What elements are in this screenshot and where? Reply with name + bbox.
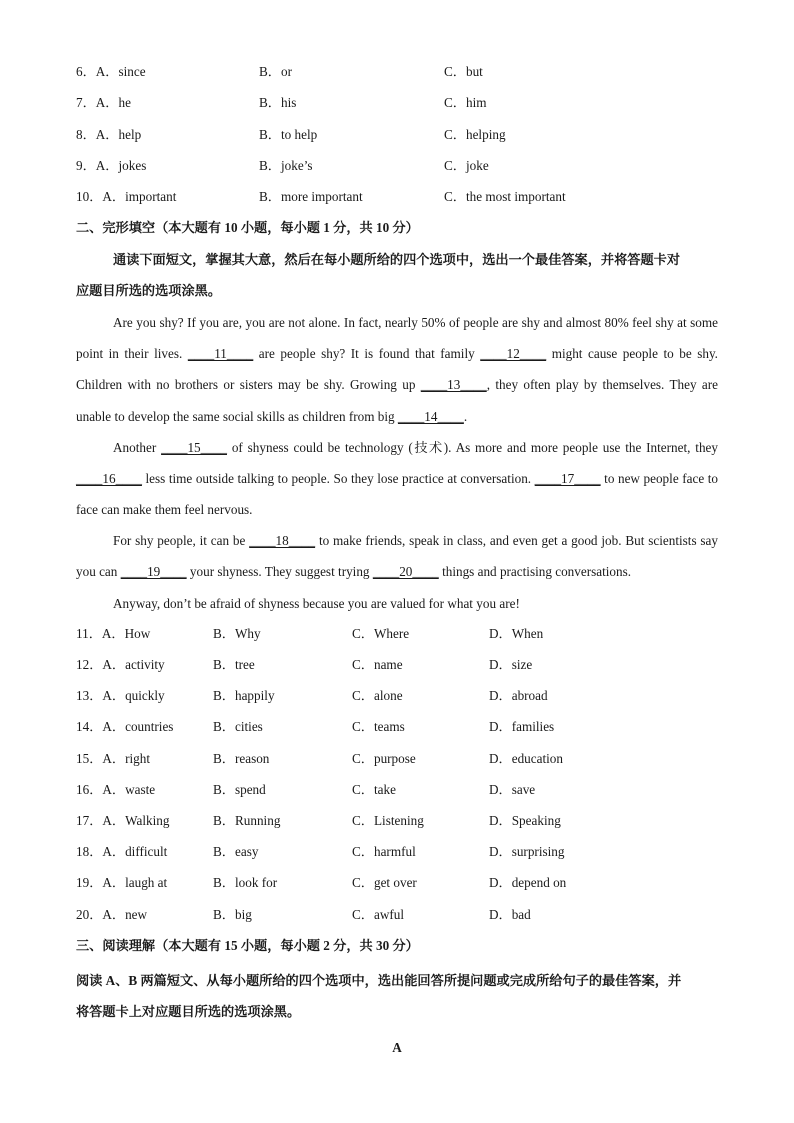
option-a: 9．A．jokes <box>76 158 147 173</box>
blank-11: ____11____ <box>187 346 254 362</box>
option-a: 17．A．Walking <box>76 813 170 828</box>
option-b: B．Running <box>213 813 281 828</box>
option-b: B．to help <box>259 127 318 142</box>
instruction-line-1: 通读下面短文，掌握其大意，然后在每小题所给的四个选项中，选出一个最佳答案，并将答题卡对 <box>113 252 681 267</box>
option-d: D．bad <box>489 907 531 922</box>
option-b: B．joke’s <box>259 158 313 173</box>
option-c: C．name <box>352 657 403 672</box>
blank-16: ____16____ <box>76 471 142 487</box>
blank-18: ____18____ <box>249 533 316 548</box>
passage-label: A <box>392 1040 402 1055</box>
passage-paragraph-3 <box>76 525 718 587</box>
option-a: 14．A．countries <box>76 719 174 734</box>
option-b: B．or <box>259 64 292 79</box>
option-a: 6．A．since <box>76 64 146 79</box>
option-c: C．Listening <box>352 813 424 828</box>
option-b: B．more important <box>259 189 363 204</box>
blank-17: ____17____ <box>534 471 601 487</box>
passage-paragraph-2 <box>76 432 718 526</box>
option-d: D．education <box>489 751 563 766</box>
option-c: C．joke <box>444 158 489 173</box>
option-c: C．but <box>444 64 483 79</box>
blank-15: ____15____ <box>161 440 227 455</box>
option-b: B．reason <box>213 751 270 766</box>
blank-14: ____14____ <box>397 408 464 424</box>
option-c: C．get over <box>352 875 417 890</box>
option-a: 19．A．laugh at <box>76 875 168 890</box>
option-d: D．surprising <box>489 844 565 859</box>
option-d: D．families <box>489 719 555 734</box>
option-a: 7．A．he <box>76 95 131 110</box>
option-c: C．the most important <box>444 189 566 204</box>
option-c: C．take <box>352 782 396 797</box>
option-c: C．teams <box>352 719 405 734</box>
option-a: 12．A．activity <box>76 657 165 672</box>
option-a: 13．A．quickly <box>76 688 165 703</box>
passage-text: . <box>463 408 468 424</box>
passage-text: to make friends, speak in class, and even get a good job. But scientists say you can <box>76 533 718 580</box>
option-a: 20．A．new <box>76 907 148 922</box>
passage-text: might cause people to be shy. Children with no brothers or sisters may be shy. Growing up <box>76 346 718 393</box>
passage-text: to new people face to face can make them feel nervous. <box>76 471 718 518</box>
option-b: B．Why <box>213 626 261 641</box>
option-b: B．spend <box>213 782 266 797</box>
option-d: D．When <box>489 626 544 641</box>
passage-paragraph-4 <box>76 588 718 619</box>
passage-text: Another <box>113 440 162 455</box>
blank-20: ____20____ <box>372 564 439 580</box>
option-c: C．him <box>444 95 487 110</box>
option-a: 8．A．help <box>76 127 142 142</box>
option-a: 10．A．important <box>76 189 177 204</box>
passage-text: For shy people, it can be <box>113 533 250 548</box>
section-3-instruction <box>76 965 718 1027</box>
passage-text: things and practising conversations. <box>438 564 632 580</box>
passage-text: Are you shy? If you are, you are not alone. In fact, nearly 50% of people are shy and almost 80% feel shy at some point in their lives. <box>76 315 718 362</box>
option-b: B．big <box>213 907 252 922</box>
option-b: B．his <box>259 95 297 110</box>
option-c: C．awful <box>352 907 405 922</box>
option-b: B．tree <box>213 657 255 672</box>
blank-12: ____12____ <box>480 346 547 362</box>
passage-text: , they often play by themselves. They are unable to develop the same social skills as children from big <box>76 377 719 424</box>
option-d: D．depend on <box>489 875 567 890</box>
passage-paragraph-1 <box>76 307 718 432</box>
option-c: C．purpose <box>352 751 416 766</box>
option-b: B．cities <box>213 719 263 734</box>
section-3-title: 三、阅读理解（本大题有 15 小题，每小题 2 分，共 30 分） <box>76 938 419 953</box>
option-b: B．happily <box>213 688 275 703</box>
option-a: 11．A．How <box>76 626 151 641</box>
section-2-title: 二、完形填空（本大题有 10 小题，每小题 1 分，共 10 分） <box>76 220 419 235</box>
passage-text: Anyway, don’t be afraid of shyness because you are valued for what you are! <box>113 596 520 611</box>
instruction-line-1: 阅读 A、B 两篇短文、从每小题所给的四个选项中，选出能回答所提问题或完成所给句子的最佳答案，并 <box>76 973 682 988</box>
option-c: C．Where <box>352 626 410 641</box>
section-2-instruction <box>76 244 718 306</box>
instruction-line-2: 应题目所选的选项涂黑。 <box>76 283 222 298</box>
blank-19: ____19____ <box>120 564 187 580</box>
option-a: 16．A．waste <box>76 782 156 797</box>
instruction-line-2: 将答题卡上对应题目所选的选项涂黑。 <box>76 1004 301 1019</box>
option-c: C．harmful <box>352 844 416 859</box>
passage-text: of shyness could be technology (技术). As more and more people use the Internet, they <box>227 440 718 455</box>
option-c: C．alone <box>352 688 403 703</box>
option-b: B．easy <box>213 844 259 859</box>
option-d: D．size <box>489 657 533 672</box>
passage-text: your shyness. They suggest trying <box>186 564 373 580</box>
passage-text: less time outside talking to people. So they lose practice at conversation. <box>141 471 535 487</box>
option-a: 18．A．difficult <box>76 844 168 859</box>
option-b: B．look for <box>213 875 278 890</box>
option-a: 15．A．right <box>76 751 150 766</box>
option-d: D．save <box>489 782 536 797</box>
passage-text: are people shy? It is found that family <box>253 346 481 362</box>
option-d: D．Speaking <box>489 813 561 828</box>
option-c: C．helping <box>444 127 506 142</box>
option-d: D．abroad <box>489 688 548 703</box>
blank-13: ____13____ <box>420 377 487 393</box>
